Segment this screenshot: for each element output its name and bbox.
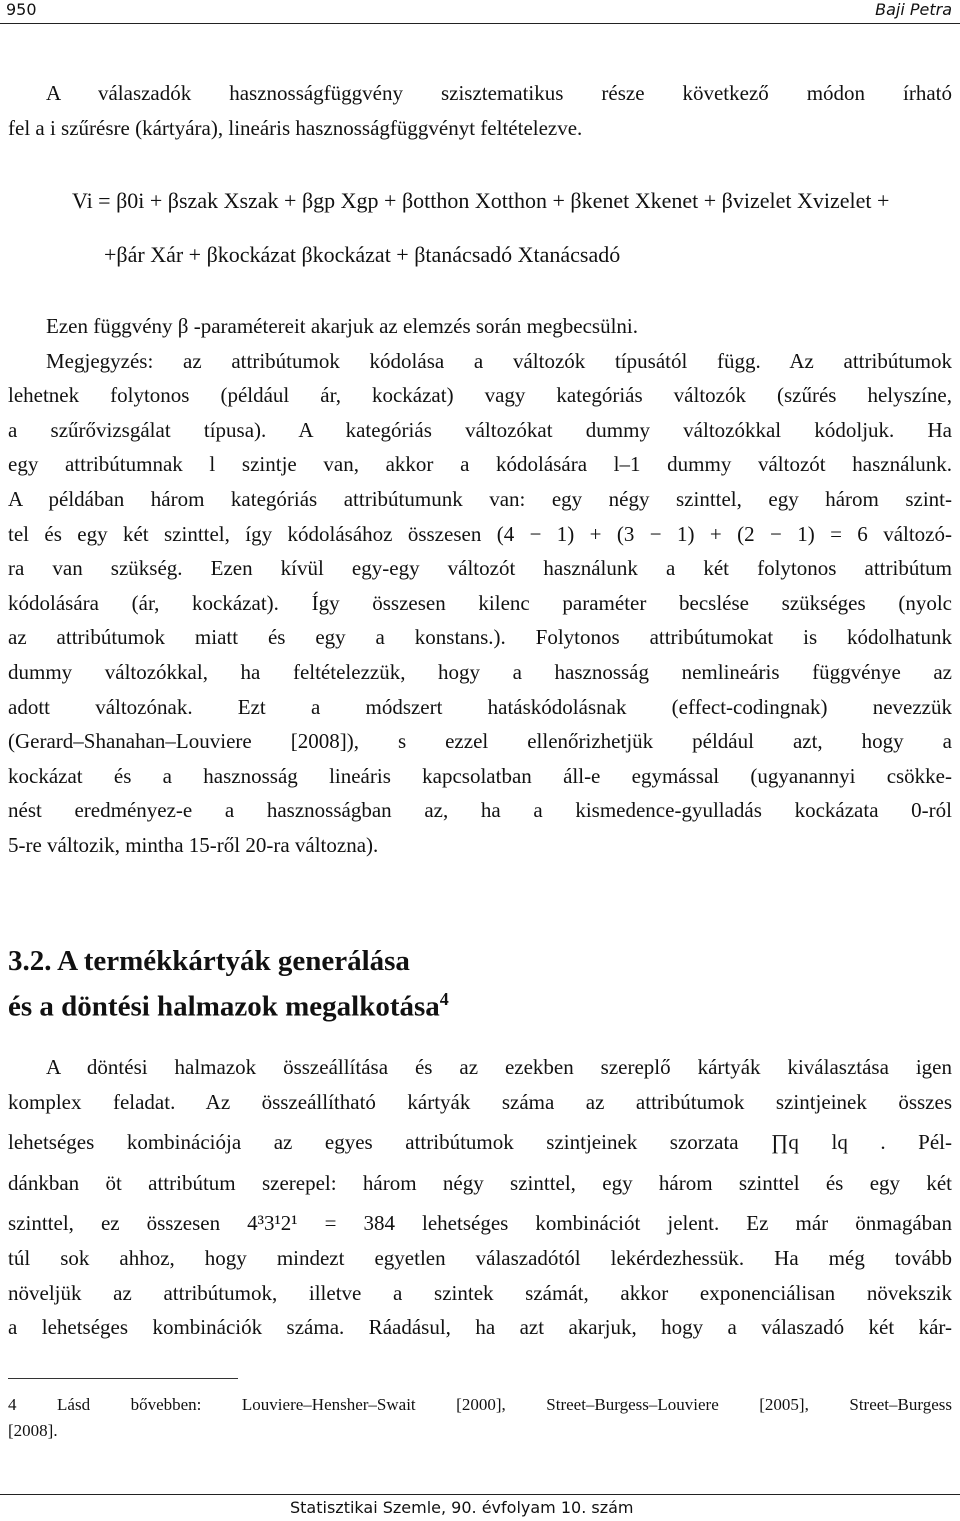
text-line: ra van szükség. Ezen kívül egy-egy változót használunk a két folytonos attribútum bbox=[8, 556, 952, 581]
text-line: 5-re változik, mintha 15-ről 20-ra változna). bbox=[8, 832, 379, 857]
page-number: 950 bbox=[6, 0, 37, 19]
text-line: kódolására (ár, kockázat). Így összesen kilenc paraméter becslése szükséges (nyolc bbox=[8, 590, 952, 615]
page-header bbox=[0, 0, 960, 26]
section-title-line-2: és a döntési halmazok megalkotása bbox=[8, 990, 440, 1023]
footnote bbox=[8, 1392, 952, 1444]
text-line: a szűrővizsgálat típusa). A kategóriás változókat dummy változókkal kódoljuk. Ha bbox=[8, 417, 952, 442]
text-line: kockázat és a hasznosság lineáris kapcsolatban áll-e egymással (ugyanannyi csökke- bbox=[8, 763, 952, 788]
text-line: komplex feladat. Az összeállítható kártyák száma az attribútumok szintjeinek összes bbox=[8, 1089, 952, 1114]
footer-rule bbox=[0, 1494, 960, 1495]
footnote-line: [2008]. bbox=[8, 1421, 58, 1440]
text-line: fel a i szűrésre (kártyára), lineáris hasznosságfüggvényt feltételezve. bbox=[8, 115, 583, 140]
body-paragraph-2 bbox=[8, 1050, 952, 1345]
text-line: A döntési halmazok összeállítása és az ezekben szereplő kártyák kiválasztása igen bbox=[46, 1055, 952, 1079]
running-author: Baji Petra bbox=[875, 0, 952, 19]
text-line: növeljük az attribútumok, illetve a szintek számát, akkor exponenciálisan növekszik bbox=[8, 1280, 952, 1305]
footnote-line: 4 Lásd bővebben: Louviere–Hensher–Swait [2000], Street–Burgess–Louviere [2005], Street–Burgess bbox=[8, 1395, 952, 1414]
footnote-mark: 4 bbox=[439, 989, 449, 1009]
text-line: adott változónak. Ezt a módszert hatáskódolásnak (effect-codingnak) nevezzük bbox=[8, 694, 952, 719]
text-line: (Gerard–Shanahan–Louviere [2008]), s ezzel ellenőrizhetjük például azt, hogy a bbox=[8, 729, 952, 754]
text-line: lehetnek folytonos (például ár, kockázat) vagy kategóriás változók (szűrés helyszíne, bbox=[8, 383, 952, 408]
text-line: Megjegyzés: az attribútumok kódolása a változók típusától függ. Az attribútumok bbox=[46, 348, 952, 373]
text-line: lehetséges kombinációja az egyes attribútumok szintjeinek szorzata ∏q lq . Pél- bbox=[8, 1130, 952, 1155]
section-title-line-1: 3.2. A termékkártyák generálása bbox=[8, 945, 410, 977]
body-paragraph-1 bbox=[8, 309, 952, 863]
text-line: szinttel, ez összesen 4³3¹2¹ = 384 lehetséges kombinációt jelent. Ez már önmagában bbox=[8, 1211, 952, 1236]
journal-name: Statisztikai Szemle, 90. évfolyam 10. szám bbox=[290, 1498, 634, 1517]
utility-equation-line-1: Vi = β0i + βszak Xszak + βgp Xgp + βotthon Xotthon + βkenet Xkenet + βvizelet Xvizelet + bbox=[72, 188, 890, 213]
text-line: túl sok ahhoz, hogy mindezt egyetlen válaszadótól lekérdezhessük. Ha még tovább bbox=[8, 1245, 952, 1270]
text-line: az attribútumok miatt és egy a konstans.). Folytonos attribútumokat is kódolhatunk bbox=[8, 625, 952, 650]
utility-equation-line-2: +βár Xár + βkockázat βkockázat + βtanácsadó Xtanácsadó bbox=[104, 242, 621, 267]
text-line: a lehetséges kombinációk száma. Ráadásul, ha azt akarjuk, hogy a válaszadó két kár- bbox=[8, 1315, 952, 1340]
text-line: tel és egy két szinttel, így kódolásához összesen (4 − 1) + (3 − 1) + (2 − 1) = 6 változó- bbox=[8, 521, 952, 546]
intro-paragraph bbox=[8, 76, 952, 145]
text-line: dánkban öt attribútum szerepel: három négy szinttel, egy három szinttel és egy két bbox=[8, 1170, 952, 1195]
text-line: A válaszadók hasznosságfüggvény szisztematikus része következő módon írható bbox=[46, 81, 952, 105]
section-heading bbox=[8, 942, 449, 1026]
text-line: egy attribútumnak l szintje van, akkor a kódolására l–1 dummy változót használunk. bbox=[8, 452, 952, 477]
text-line: nést eredményez-e a hasznosságban az, ha a kismedence-gyulladás kockázata 0-ról bbox=[8, 798, 952, 823]
footnote-rule bbox=[8, 1378, 238, 1379]
header-rule bbox=[0, 23, 960, 24]
text-line: dummy változókkal, ha feltételezzük, hogy a hasznosság nemlineáris függvénye az bbox=[8, 659, 952, 684]
page-footer bbox=[0, 1494, 960, 1521]
text-line: Ezen függvény β -paramétereit akarjuk az elemzés során megbecsülni. bbox=[46, 314, 638, 338]
text-line: A példában három kategóriás attribútumunk van: egy négy szinttel, egy három szint- bbox=[8, 486, 952, 511]
